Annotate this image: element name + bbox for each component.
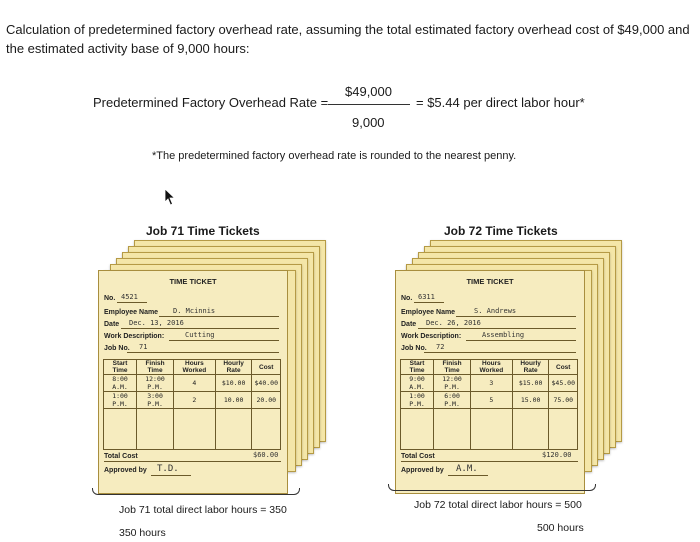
column-header: Cost	[252, 360, 281, 375]
employee-value: D. Mcinnis	[173, 307, 216, 315]
job72-total-hours-label: Job 72 total direct labor hours = 500	[414, 499, 582, 511]
table-cell: 12:00 P.M.	[434, 375, 471, 392]
job-no-label: Job No.	[401, 345, 427, 352]
table-row	[104, 375, 281, 392]
work-label: Work Description:	[104, 333, 165, 340]
job-no-value: 72	[436, 343, 445, 351]
table-cell: 3	[471, 375, 513, 392]
approved-value: T.D.	[157, 464, 179, 474]
footnote: *The predetermined factory overhead rate is rounded to the nearest penny.	[152, 150, 517, 162]
table-cell: 10.00	[215, 392, 252, 409]
work-value: Cutting	[185, 331, 215, 339]
date-value: Dec. 13, 2016	[129, 319, 184, 327]
table-cell: 6:00 P.M.	[434, 392, 471, 409]
formula-result: = $5.44 per direct labor hour*	[416, 95, 585, 110]
table-cell: $40.00	[252, 375, 281, 392]
table-cell: 4	[174, 375, 216, 392]
page-heading: Calculation of predetermined factory overhead rate, assuming the total estimated factory overhead cost of $49,000 and the estimated activity base of 9,000 hours:	[6, 22, 690, 56]
employee-label: Employee Name	[104, 309, 159, 316]
column-header: Start Time	[104, 360, 137, 375]
table-row	[401, 392, 578, 409]
table-cell: 8:00 A.M.	[104, 375, 137, 392]
table-cell: $15.00	[512, 375, 549, 392]
formula-denominator: 9,000	[352, 115, 385, 130]
employee-label: Employee Name	[401, 309, 456, 316]
table-cell: $10.00	[215, 375, 252, 392]
job71-total-hours-label: Job 71 total direct labor hours = 350	[119, 504, 287, 516]
column-header: Start Time	[401, 360, 434, 375]
date-label: Date	[401, 321, 417, 328]
time-ticket-table	[103, 359, 281, 450]
approved-value: A.M.	[456, 464, 478, 474]
date-label: Date	[104, 321, 120, 328]
ticket-header: TIME TICKET	[466, 277, 514, 286]
job72-title: Job 72 Time Tickets	[444, 224, 558, 238]
approved-label: Approved by	[401, 467, 444, 474]
total-cost-label: Total Cost	[104, 453, 138, 460]
ticket-no-value: 6311	[418, 293, 435, 301]
table-cell: 2	[174, 392, 216, 409]
table-cell: 75.00	[549, 392, 578, 409]
column-header: Hourly Rate	[512, 360, 549, 375]
table-cell: 1:00 P.M.	[401, 392, 434, 409]
time-ticket-table	[400, 359, 578, 450]
column-header: Finish Time	[434, 360, 471, 375]
job72-time-ticket	[395, 270, 585, 494]
ticket-no-label: No.	[104, 295, 116, 302]
total-cost-value: $120.00	[542, 451, 572, 459]
table-cell: 20.00	[252, 392, 281, 409]
ticket-no-value: 4521	[121, 293, 138, 301]
column-header: Finish Time	[137, 360, 174, 375]
table-cell: $45.00	[549, 375, 578, 392]
approved-label: Approved by	[104, 467, 147, 474]
table-cell: 3:00 P.M.	[137, 392, 174, 409]
total-cost-value: $60.00	[253, 451, 279, 459]
work-label: Work Description:	[401, 333, 462, 340]
mouse-cursor-icon	[164, 188, 176, 211]
date-value: Dec. 26, 2016	[426, 319, 481, 327]
table-cell: 9:00 A.M.	[401, 375, 434, 392]
total-cost-label: Total Cost	[401, 453, 435, 460]
job-no-label: Job No.	[104, 345, 130, 352]
job72-hours: 500 hours	[537, 522, 584, 534]
table-cell: 1:00 P.M.	[104, 392, 137, 409]
column-header: Hourly Rate	[215, 360, 252, 375]
fraction-bar	[328, 104, 410, 105]
formula-numerator: $49,000	[345, 84, 392, 99]
table-cell: 15.00	[512, 392, 549, 409]
job71-title: Job 71 Time Tickets	[146, 224, 260, 238]
job71-hours: 350 hours	[119, 527, 166, 539]
column-header: Cost	[549, 360, 578, 375]
employee-value: S. Andrews	[474, 307, 517, 315]
table-cell: 12:00 P.M.	[137, 375, 174, 392]
job71-brace	[92, 488, 300, 495]
formula-label: Predetermined Factory Overhead Rate =	[93, 95, 329, 110]
ticket-no-label: No.	[401, 295, 413, 302]
column-header: Hours Worked	[471, 360, 513, 375]
table-row	[104, 392, 281, 409]
work-value: Assembling	[482, 331, 525, 339]
job72-brace	[388, 484, 596, 491]
job71-time-ticket	[98, 270, 288, 494]
ticket-header: TIME TICKET	[169, 277, 217, 286]
column-header: Hours Worked	[174, 360, 216, 375]
table-row	[401, 375, 578, 392]
table-cell: 5	[471, 392, 513, 409]
job-no-value: 71	[139, 343, 148, 351]
